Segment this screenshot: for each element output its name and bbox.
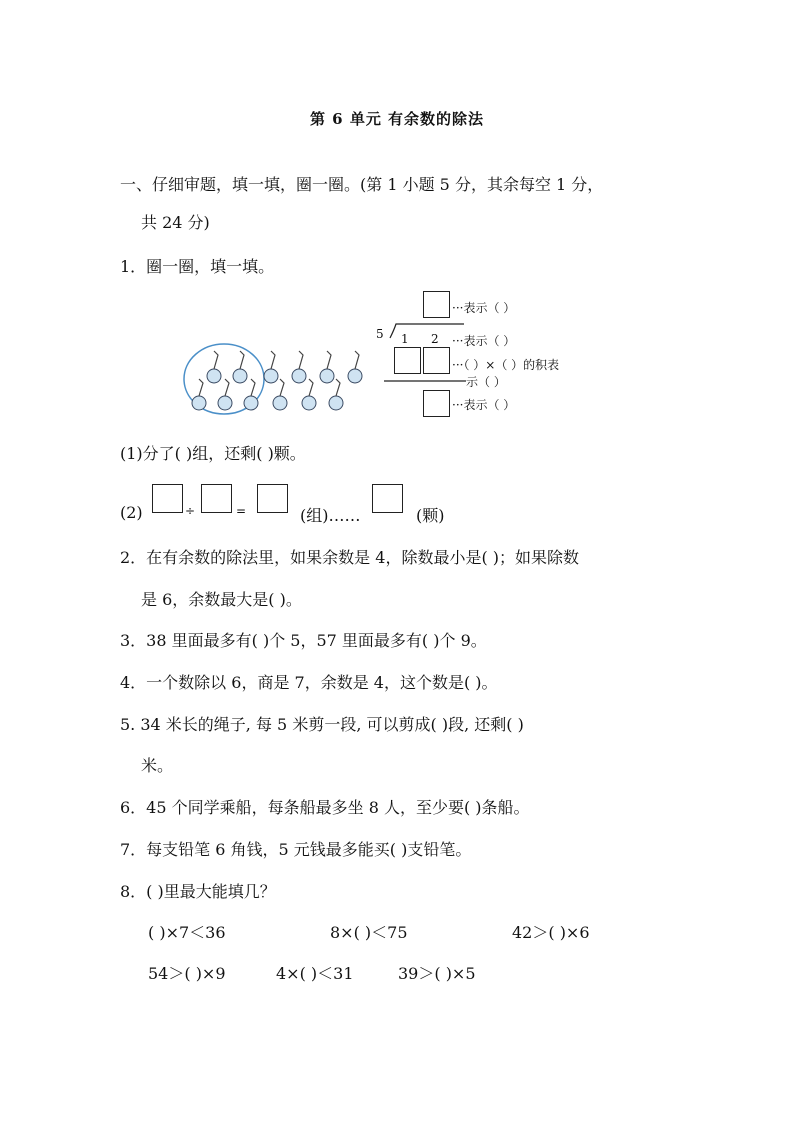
q8-row2-item1: 54＞( )×9	[148, 964, 226, 983]
q2-line2: 是 6，余数最大是( )。	[141, 590, 302, 609]
q1-sub1: (1)分了( )组，还剩( )颗。	[120, 444, 306, 463]
lollipop-row-1	[207, 369, 362, 383]
q1-sub2-prefix: (2)	[120, 503, 143, 522]
product-box-ones[interactable]	[423, 347, 450, 374]
remainder-input-box[interactable]	[372, 484, 403, 513]
quotient-input-box[interactable]	[257, 484, 288, 513]
q8-row2-item3: 39＞( )×5	[398, 964, 476, 983]
row1-text: ···表示（ ）	[452, 301, 516, 315]
product-box-tens[interactable]	[394, 347, 421, 374]
row3b-text: 示（ ）	[466, 375, 506, 389]
row4-text: ···表示（ ）	[452, 398, 516, 412]
section-heading-line2: 共 24 分)	[141, 213, 210, 232]
divisor-input-box[interactable]	[201, 484, 232, 513]
q8-row1-item1: ( )×7＜36	[148, 923, 226, 942]
q8-row1-item2: 8×( )＜75	[330, 923, 408, 942]
lollipop-row-2	[192, 396, 343, 410]
q2-line1: 2．在有余数的除法里，如果余数是 4，除数最小是( )；如果除数	[120, 548, 580, 567]
equals-sign: =	[236, 504, 247, 518]
dividend-digit-1: 1	[401, 332, 409, 346]
quotient-answer-box[interactable]	[423, 291, 450, 318]
q7-text: 7．每支铅笔 6 角钱，5 元钱最多能买( )支铅笔。	[120, 840, 472, 859]
division-sign: ÷	[185, 504, 196, 518]
page-title: 第 6 单元 有余数的除法	[309, 110, 485, 128]
dividend-input-box[interactable]	[152, 484, 183, 513]
lollipop-sticks	[199, 351, 359, 396]
q1-label: 1．圈一圈，填一填。	[120, 257, 275, 276]
q3-text: 3．38 里面最多有( )个 5，57 里面最多有( )个 9。	[120, 631, 487, 650]
row2-text: ···表示（ ）	[452, 334, 516, 348]
q8-row2-item2: 4×( )＜31	[276, 964, 354, 983]
row3-text: ···（ ）×（ ）的积表	[452, 358, 560, 372]
lollipop-illustration	[178, 343, 378, 418]
group-unit-text: (组)……	[300, 506, 361, 525]
q6-text: 6．45 个同学乘船，每条船最多坐 8 人，至少要( )条船。	[120, 798, 530, 817]
dividend-digit-2: 2	[431, 332, 439, 346]
q5-line1: 5. 34 米长的绳子, 每 5 米剪一段, 可以剪成( )段, 还剩( )	[120, 715, 524, 734]
q5-line2: 米。	[141, 756, 174, 775]
q8-label: 8．( )里最大能填几？	[120, 882, 276, 901]
divisor: 5	[376, 327, 384, 341]
q4-text: 4．一个数除以 6，商是 7，余数是 4，这个数是( )。	[120, 673, 498, 692]
q8-row1-item3: 42＞( )×6	[512, 923, 590, 942]
pieces-unit-text: (颗)	[416, 506, 445, 525]
remainder-answer-box[interactable]	[423, 390, 450, 417]
section-heading-line1: 一、仔细审题，填一填，圈一圈。(第 1 小题 5 分，其余每空 1 分，	[120, 175, 604, 194]
